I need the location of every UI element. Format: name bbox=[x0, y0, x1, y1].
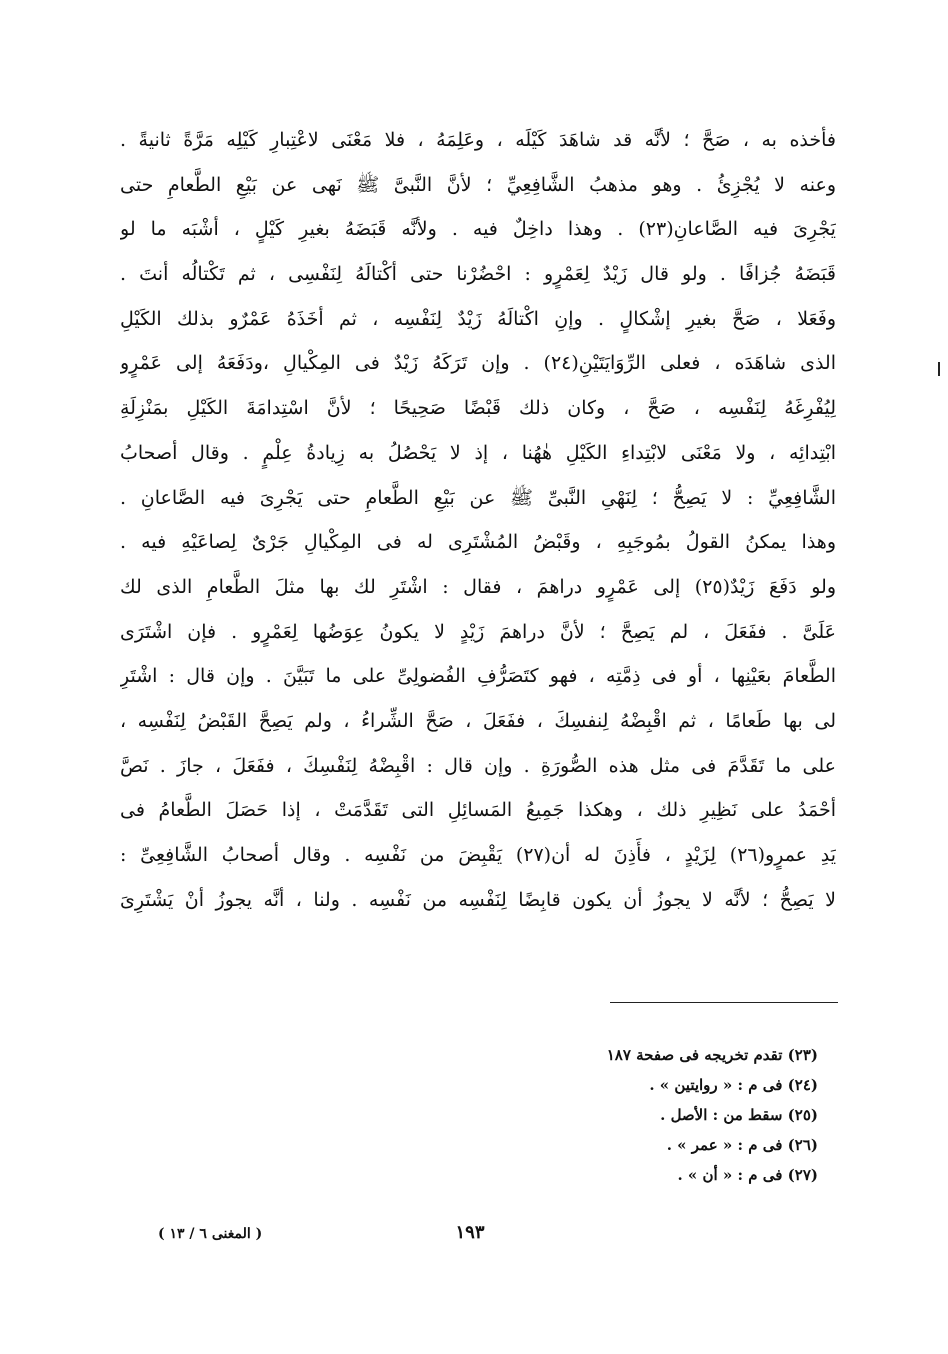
page-number: ١٩٣ bbox=[455, 1222, 485, 1243]
footnote-separator bbox=[610, 1002, 838, 1003]
text-line-8: ابْتِدائِه ، ولا مَعْنَى لابْتِداءِ الكَيْلِ هٰهُنا ، إذ لا يَحْصُلُ به زِيادةُ عِلْمٍ . وقال أصحابُ bbox=[120, 441, 836, 464]
text-line-4: قَبَضَهُ جُزافًا . ولو قال زَيْدٌ لِعَمْرٍو : احْضُرْنا حتى أكْتالَهُ لِنَفْسِى ، ثم تَكْتالُه أنتَ . bbox=[120, 263, 836, 286]
book-signature: ( المغنى ٦ / ١٣ ) bbox=[158, 1226, 263, 1242]
text-line-2: وعنه لا يُجْزِئُ . وهو مذهبُ الشَّافِعِيِّ ؛ لأنَّ النَّبىَّ ﷺ نَهى عن بَيْعِ الطَّعامِ حتى bbox=[120, 173, 836, 196]
text-line-10: وهذا يمكنُ القولُ بمُوجَبِهِ ، وقَبْضُ المُشْتَرِى له فى المِكْيالِ جَرْىٌ لِصاعَيْهِ فيه . bbox=[120, 531, 836, 554]
text-line-12: عَلَىَّ . ففَعَلَ ، لم يَصِحَّ ؛ لأنَّ دراهمَ زَيْدٍ لا يكونُ عِوَضُها لِعَمْرٍو . فإن اشْتَرَى bbox=[120, 620, 836, 643]
text-line-6: الذى شاهَدَه ، فعلى الرِّوَايَتَيْنِ(٢٤) . وإن تَرَكَهُ زَيْدٌ فى المِكْيالِ ،ودَفَعَهُ إلى عَمْرٍو bbox=[120, 352, 836, 375]
footnote-27: (٢٧) فى م : « أن » . bbox=[677, 1166, 818, 1184]
margin-mark bbox=[938, 362, 940, 376]
text-line-7: لِيُفْرِغَهُ لِنَفْسِه ، صَحَّ ، وكان ذلك قَبْضًا صَحِيحًا ؛ لأنَّ اسْتِدامَةَ الكَيْلِ بمَنْزِلَةِ bbox=[120, 397, 836, 420]
main-text-block bbox=[120, 118, 836, 922]
text-line-13: الطَّعامَ بعَيْنِها ، أو فى ذِمَّتِه ، فهو كتَصَرُّفِ الفُضولِىِّ على ما تَبَيَّنَ . وإن قال : اشْتَرِ bbox=[120, 665, 836, 688]
text-line-16: أحْمَدُ على نَظِيرِ ذلك ، وهكذا جَمِيعُ المَسائِلِ التى تَقَدَّمَتْ ، إذا حَصَلَ الطَّعامُ فى bbox=[120, 799, 836, 822]
text-line-1: فأخذه به ، صَحَّ ؛ لأنَّه قد شاهَدَ كَيْلَه ، وعَلِمَهُ ، فلا مَعْنَى لاعْتِبارِ كَيْلِه مَرَّةً ثانيةً . bbox=[120, 129, 836, 151]
text-line-11: ولو دَفَعَ زَيْدٌ(٢٥) إلى عَمْرٍو دراهمَ ، فقال : اشْتَرِ لك بها مثلَ الطَّعامِ الذى لك bbox=[120, 575, 836, 598]
text-line-17: يَدِ عمرٍو(٢٦) لِزَيْدٍ ، فأَذِنَ له أن(٢٧) يَقْبِضَ من نَفْسِه . وقال أصحابُ الشَّافِعِىِّ : bbox=[120, 844, 836, 866]
text-line-18: لا يَصِحُّ ؛ لأنَّه لا يجوزُ أن يكون قابِضًا لِنَفْسِه من نَفْسِه . ولنا ، أنَّه يجوزُ أنْ يَشْتَرِىَ bbox=[120, 888, 836, 911]
footnote-23: (٢٣) تقدم تخريجه فى صفحة ١٨٧ bbox=[606, 1046, 818, 1064]
text-line-15: على ما تَقَدَّمَ فى مثل هذه الصُّورَةِ . وإن قال : اقْبِضْهُ لِنَفْسِكَ ، ففَعَلَ ، جازَ . نَصَّ bbox=[120, 754, 836, 777]
text-line-14: لى بها طَعامًا ، ثم اقْبِضْهُ لِنفسِكَ ، ففَعَلَ ، صَحَّ الشِّراءُ ، ولم يَصِحَّ القَبْضُ لِنَفْسِه ، bbox=[120, 709, 836, 732]
footnote-25: (٢٥) سقط من : الأصل . bbox=[660, 1106, 818, 1124]
footnote-26: (٢٦) فى م : « عمر » . bbox=[666, 1136, 818, 1154]
text-line-5: وفَعَلا ، صَحَّ بغيرِ إشْكالٍ . وإنِ اكْتالَهُ زَيْدٌ لِنَفْسِه ، ثم أخَذَهُ عَمْرٌو بذلك الكَيْلِ bbox=[120, 307, 836, 330]
footnotes-block bbox=[398, 1040, 818, 1190]
footnote-24: (٢٤) فى م : « روايتين » . bbox=[649, 1076, 818, 1094]
text-line-9: الشَّافِعِيِّ : لا يَصِحُّ ؛ لِنَهْىِ النَّبىِّ ﷺ عن بَيْعِ الطَّعامِ حتى يَجْرِىَ فيه الصَّاعانِ . bbox=[120, 486, 836, 509]
text-line-3: يَجْرِىَ فيه الصَّاعانِ(٢٣) . وهذا داخِلٌ فيه . ولأنَّه قَبَضَهُ بغيرِ كَيْلٍ ، أشْبَه ما لو bbox=[120, 218, 836, 241]
